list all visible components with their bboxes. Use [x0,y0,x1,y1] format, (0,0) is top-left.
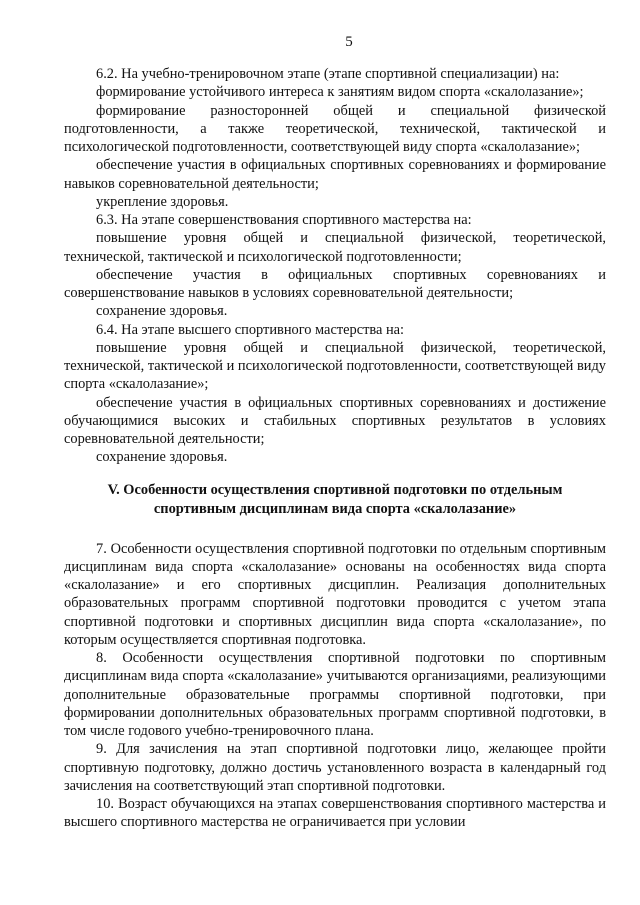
paragraph-6-2-item-4: укрепление здоровья. [96,193,229,210]
paragraph-6-3-item-2: обеспечение участия в официальных спортивных соревнованиях и совершенствование навыков в условиях соревновательной деятельности; [64,266,606,301]
paragraph-6-2-item-3: обеспечение участия в официальных спортивных соревнованиях и формирование навыков соревновательной деятельности; [64,157,606,192]
paragraph-6-4: 6.4. На этапе высшего спортивного мастерства на: [96,321,405,338]
paragraph-9: 9. Для зачисления на этап спортивной подготовки лицо, желающее пройти спортивную подготовку, должно достичь установленного возраста в календарный год зачисления на соответствующий этап спортивной подготовки. [64,741,606,794]
paragraph-6-2: 6.2. На учебно-тренировочном этапе (этапе спортивной специализации) на: [96,66,560,82]
section-heading: V. Особенности осуществления спортивной подготовки по отдельным спортивным дисциплинам вида спорта «скалолазание» [107,481,563,517]
paragraph-6-3-item-1: повышение уровня общей и специальной физической, теоретической, технической, тактической и психологической подготовленности; [64,230,606,265]
paragraph-7: 7. Особенности осуществления спортивной подготовки по отдельным спортивным дисциплинам вида спорта «скалолазание» основаны на особенностях вида спорта «скалолазание» и его спортивных дисциплин. Реализация дополнительных образовательных программ спортивной подготовки проводится с учетом этапа спортивной подготовки и спортивных дисциплин вида спорта «скалолазание», по которым осуществляется спортивная подготовка. [64,540,606,648]
paragraph-6-2-item-1: формирование устойчивого интереса к занятиям видом спорта «скалолазание»; [96,84,584,101]
paragraph-6-3-item-3: сохранение здоровья. [96,303,228,320]
paragraph-10: 10. Возраст обучающихся на этапах совершенствования спортивного мастерства и высшего спортивного мастерства не ограничивается при условии [64,796,606,831]
page-number: 5 [345,34,353,50]
paragraph-6-4-item-1: повышение уровня общей и специальной физической, теоретической, технической, тактической и психологической подготовленности, соответствующей виду спорта «скалолазание»; [64,339,606,393]
paragraph-8: 8. Особенности осуществления спортивной подготовки по спортивным дисциплинам вида спорта «скалолазание» учитываются организациями, реализующими дополнительные образовательные программы спортивной подготовки, при формировании дополнительных образовательных программ спортивной подготовки, в том числе годового учебно-тренировочного плана. [64,650,606,739]
paragraph-6-2-item-2: формирование разносторонней общей и специальной физической подготовленности, а также теоретической, технической, тактической и психологической подготовленности, соответствующей виду спорта «скалолазание»; [64,102,606,155]
paragraph-6-3: 6.3. На этапе совершенствования спортивного мастерства на: [96,212,472,228]
paragraph-6-4-item-2: обеспечение участия в официальных спортивных соревнованиях и достижение обучающимися высоких и стабильных спортивных результатов в условиях соревновательной деятельности; [64,394,606,447]
paragraph-6-4-item-3: сохранение здоровья. [96,449,228,466]
